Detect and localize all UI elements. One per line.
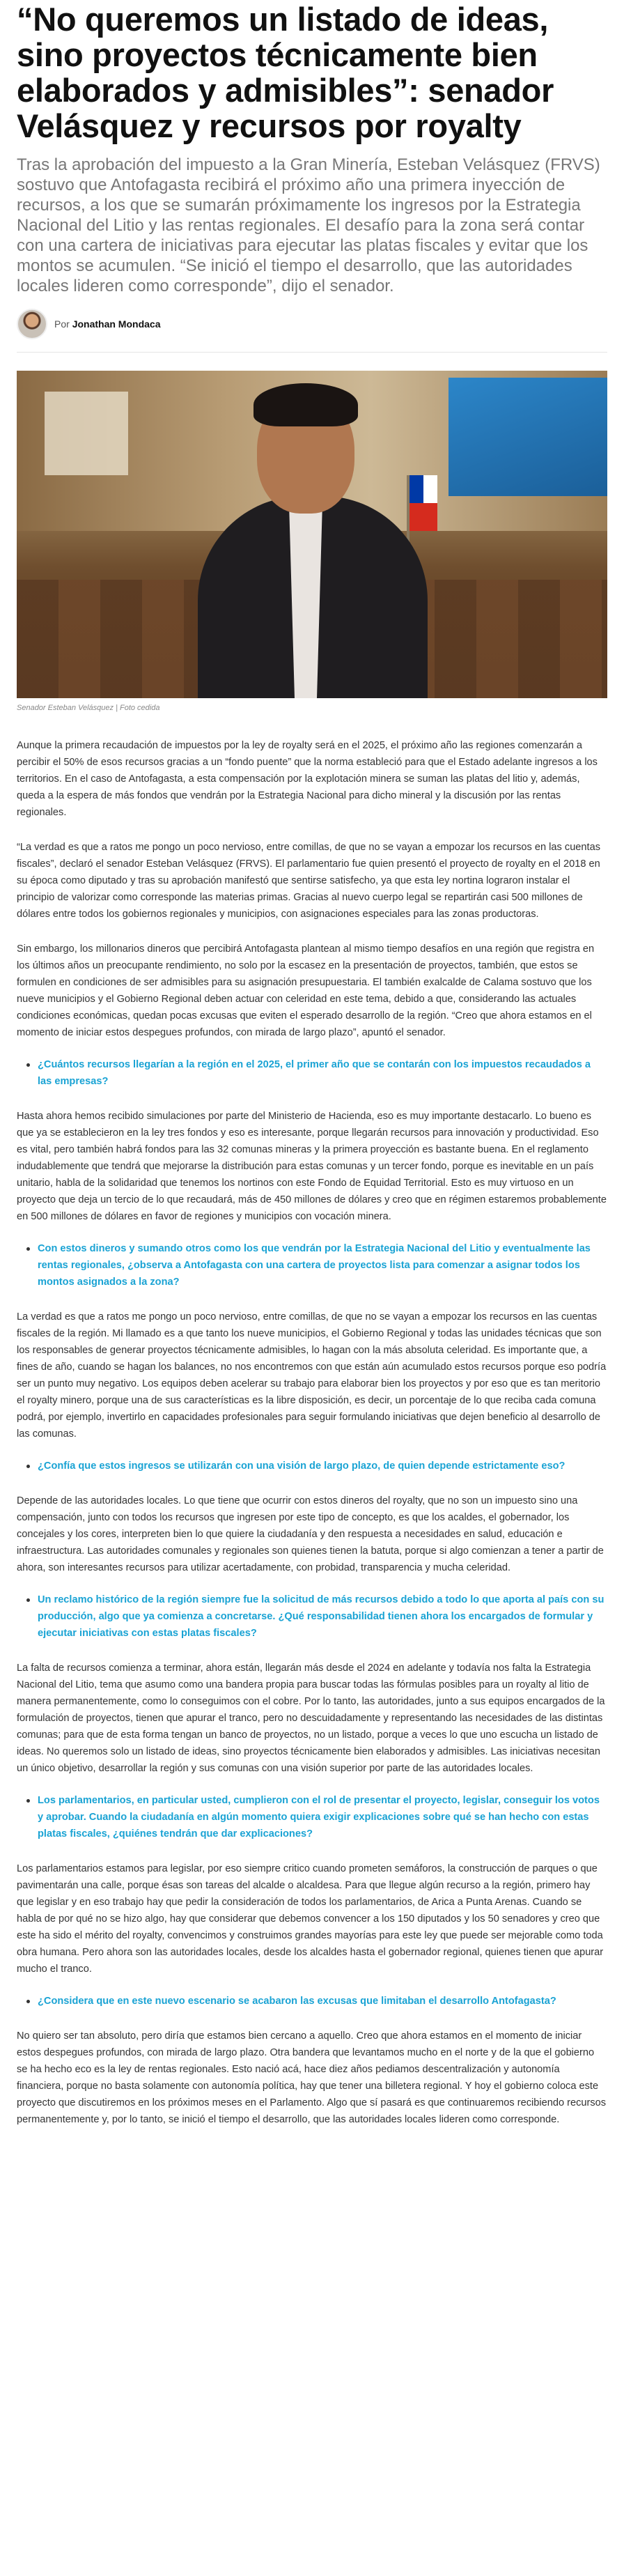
interview-question: Un reclamo histórico de la región siempre fue la solicitud de más recursos debido a todo lo que aporta al país con su producción, algo que ya comienza a concretarse. ¿Qué responsabilidad tienen ahora los encargados de formular y ejecutar iniciativas con estas platas fiscales? <box>26 1591 607 1642</box>
paragraph: “La verdad es que a ratos me pongo un poco nervioso, entre comillas, de que no se vayan a empozar los recursos en las cuentas fiscales”, declaró el senador Esteban Velásquez (FRVS). El parlamentario fue quien presentó el proyecto de royalty en el 2018 en su época como diputado y tras su aprobación manifestó que sentirse satisfecho, ya que esta ley nortina lograron instalar el principio de valorizar como corresponde las materias primas. Gracias al nuevo cuerpo legal se repartirán casi 500 millones de dólares entre todos los gobiernos regionales y municipios, con asignaciones especiales para las zonas productoras. <box>17 842 601 920</box>
interview-question: Con estos dineros y sumando otros como los que vendrán por la Estrategia Nacional del Litio y eventualmente las rentas regionales, ¿observa a Antofagasta con una cartera de proyectos lista para comenzar a asignar todos los montos asignados a la zona? <box>26 1240 607 1290</box>
paragraph: Hasta ahora hemos recibido simulaciones por parte del Ministerio de Hacienda, eso es muy importante destacarlo. Lo bueno es que ya se establecieron en la ley tres fondos y eso es interesante, porque llegarán recursos para innovación y productividad. Eso es vital, pero también habrá fondos para las 32 comunas mineras y la primera proyección es bastante buena. En el reglamento indudablemente que tendrá que mejorarse la distribución para estas comunas y un tercer fondo, porque es inevitable en un país unitario, habla de la solidaridad que tenemos los nortinos con este Fondo de Equidad Territorial. Esto es muy virtuoso en un proyecto que deja un tercio de lo que recaudará, más de 450 millones de dólares y creo que en régimen estaremos probablemente en 500 millones de dólares en favor de regiones y municipios con vocación minera. <box>17 1111 607 1222</box>
interview-question: ¿Cuántos recursos llegarían a la región en el 2025, el primer año que se contarán con los impuestos recaudados a las empresas? <box>26 1056 607 1090</box>
interview-question: Los parlamentarios, en particular usted, cumplieron con el rol de presentar el proyecto, legislar, conseguir los votos y aprobar. Cuando la ciudadanía en algún momento quiera exigir explicaciones sobre qué se han hecho con estas platas fiscales, ¿quiénes tendrán que dar explicaciones? <box>26 1792 607 1842</box>
interview-question: ¿Confía que estos ingresos se utilizarán con una visión de largo plazo, de quien depende estrictamente eso? <box>26 1458 607 1474</box>
paragraph: Aunque la primera recaudación de impuestos por la ley de royalty será en el 2025, el próximo año las regiones comenzarán a percibir el 50% de esos recursos gracias a un “fondo puente” que la norma estableció para que el Estado adelante ingresos a los territorios. En el caso de Antofagasta, a esta compensación por la explotación minera se suman las platas del litio y, además, queda a la espera de más fondos que vendrán por la Estrategia Nacional para dicho mineral y la discusión por las rentas regionales. <box>17 740 598 818</box>
paragraph: Los parlamentarios estamos para legislar, por eso siempre critico cuando prometen semáforos, la construcción de parques o que pavimentarán una calle, porque ésas son tareas del alcalde o alcaldesa. Para que llegue algún recurso a la región, primero hay que legislar y en eso trabajo hay que pedir la consideración de todos los parlamentarios, de Arica a Punta Arenas. Cuando se habla de por qué no se hizo algo, hay que considerar que debemos convencer a los 150 diputados y los 50 senadores y creo que este ha sido el mérito del royalty, convencimos y construimos grandes mayorías para este ley que puede ser mejorable como toda obra humana. Pero ahora son las autoridades locales, desde los alcaldes hasta el gobernador regional, quienes tienen que apurar mucho el tranco. <box>17 1863 604 1975</box>
paragraph: La verdad es que a ratos me pongo un poco nervioso, entre comillas, de que no se vayan a empozar los recursos en las cuentas fiscales de la región. Mi llamado es a que tanto los nueve municipios, el Gobierno Regional y todas las unidades técnicas que son los responsables de generar proyectos técnicamente admisibles, lo hagan con la más absoluta celeridad. Es importante que, a fines de año, cuando se hagan los balances, no nos encontremos con que están aún acumulado estos recursos porque eso podría ser un punto muy negativo. Los equipos deben acelerar su trabajo para elaborar bien los proyectos y por eso que es tan meritorio el royalty minero, porque una de sus características es la libre disposición, es decir, un porcentaje de lo que reciba cada comuna podrá, por ejemplo, invertirlo en capacidades profesionales para seguir formulando iniciativas que dejen beneficio al desarrollo de las comunas. <box>17 1311 607 1440</box>
byline-text <box>54 318 160 330</box>
photo-window <box>45 392 128 475</box>
divider <box>17 352 607 353</box>
photo-caption: Senador Esteban Velásquez | Foto cedida <box>17 704 160 712</box>
article-body <box>17 737 607 2128</box>
article-title: “No queremos un listado de ideas, sino proyectos técnicamente bien elaborados y admisibles”: senador Velásquez y recursos por royalty <box>17 1 554 144</box>
paragraph: Sin embargo, los millonarios dineros que percibirá Antofagasta plantean al mismo tiempo desafíos en una región que registra en los últimos años un preocupante rendimiento, no solo por la escasez en la presentación de proyectos, también, que estos se formulen en condiciones de ser admisibles para su asignación presupuestaria. El también exalcalde de Calama sostuvo que los nueve municipios y el Gobierno Regional deben actuar con celeridad en este tema, debido a que, considerando las actuales condiciones económicas, quedan pocas excusas que eviten el esperado desarrollo de la región. “Creo que ahora estamos en el momento de iniciar estos despegues profundos, con mirada de largo plazo”, apuntó el senador. <box>17 943 595 1038</box>
author-avatar[interactable] <box>17 309 47 339</box>
paragraph: No quiero ser tan absoluto, pero diría que estamos bien cercano a aquello. Creo que ahora estamos en el momento de iniciar estos despegues profundos, con mirada de largo plazo. Otra bandera que levantamos mucho en el norte y de la que el gobierno se ha hecho eco es la ley de rentas regionales. Esto nació acá, hace diez años pediamos descentralización y autonomía financiera, porque no basta solamente con autonomía política, hay que tener una billetera regional. Y hoy el gobierno coloca este proyecto que discutiremos en los próximos meses en el Parlamento. Algo que sí pasará es que continuaremos recibiendo recursos permanentemente y, por lo tanto, se inició el tiempo el desarrollo, que las autoridades locales lideren como corresponde. <box>17 2030 607 2125</box>
author-link[interactable]: Jonathan Mondaca <box>72 318 161 330</box>
paragraph: Depende de las autoridades locales. Lo que tiene que ocurrir con estos dineros del royalty, que no son un impuesto sino una compensación, junto con todos los recursos que ingresen por este tipo de concepto, es que los acaldes, el gobernador, los concejales y los cores, interpreten bien lo que quiere la ciudadanía y den respuesta a necesidades en salud, educación e infraestructura. Las autoridades comunales y regionales son quienes tienen la batuta, porque si algo comienzan a tener a partir de ahora, son interesantes recursos para utilizar acertadamente, con probidad, transparencia y mucha celeridad. <box>17 1495 604 1573</box>
byline-prefix: Por <box>54 318 70 330</box>
photo-flag-canton <box>410 475 423 503</box>
photo-person-hair <box>254 383 358 426</box>
article-photo <box>17 371 607 698</box>
paragraph: La falta de recursos comienza a terminar, ahora están, llegarán más desde el 2024 en adelante y todavía nos falta la Estrategia Nacional del Litio, tema que asumo como una bandera propia para buscar todas las fórmulas posibles para un royalty al litio de manera permanentemente, como lo conseguimos con el cobre. Por lo tanto, las autoridades, junto a sus equipos encargados de la formulación de proyectos, tienen que apurar el tranco, pero no descuidadamente y representando las necesidades de las distintas comunas; para que de esta forma tengan un banco de proyectos, no un listado, porque a veces lo que uno escucha un listado de ideas. No queremos solo un listado de ideas, sino proyectos técnicamente bien elaborados y admisibles. Las iniciativas necesitan un único objetivo, desarrollar la región y sus comunas con una visión superior por parte de las autoridades locales. <box>17 1663 605 1774</box>
byline <box>17 309 607 339</box>
photo-screen <box>448 378 607 496</box>
interview-question: ¿Considera que en este nuevo escenario se acabaron las excusas que limitaban el desarrollo Antofagasta? <box>26 1993 607 2010</box>
article-lead: Tras la aprobación del impuesto a la Gran Minería, Esteban Velásquez (FRVS) sostuvo que Antofagasta recibirá el próximo año una primera inyección de recursos, a los que se sumarán próximamente los ingresos por la Estrategia Nacional del Litio y las rentas regionales. El desafío para la zona será contar con una cartera de iniciativas para ejecutar las platas fiscales y evitar que los montos se acumulen. “Se inició el tiempo el desarrollo, que las autoridades locales lideren como corresponde”, dijo el senador. <box>17 155 600 295</box>
